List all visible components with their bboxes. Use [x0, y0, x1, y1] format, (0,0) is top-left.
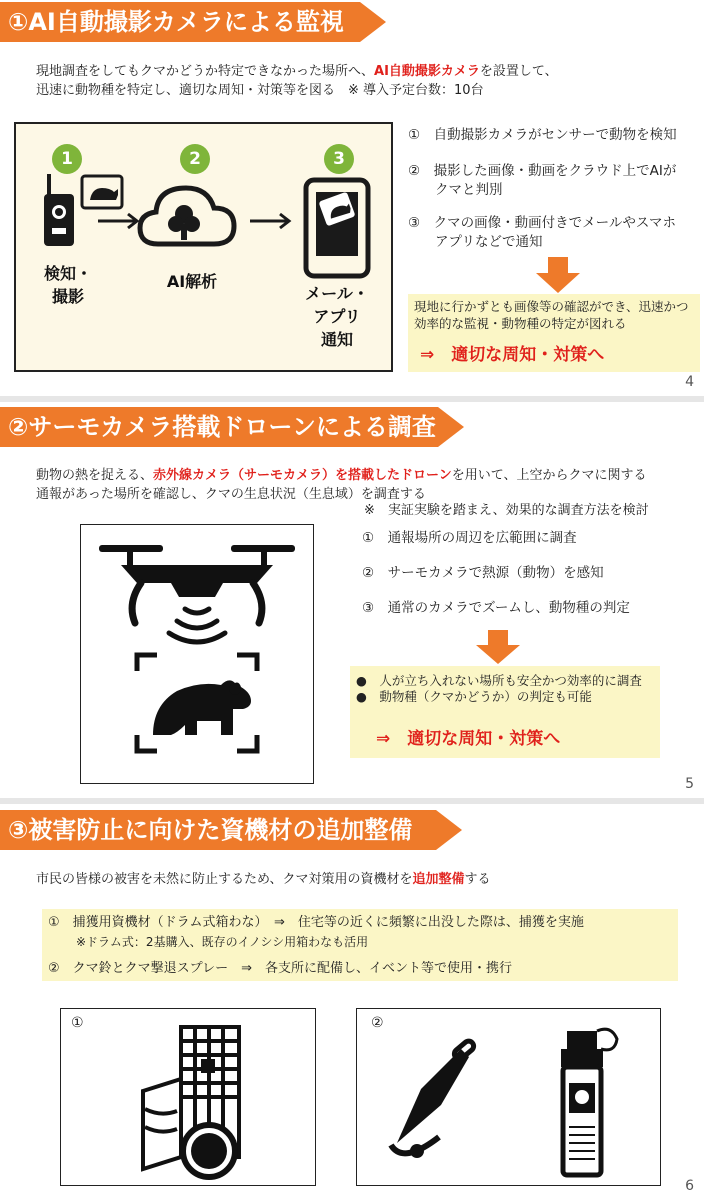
- intro-text-a: 市民の皆様の被害を未然に防止するため、クマ対策用の資機材を: [36, 872, 413, 887]
- intro-text-b: を設置して、: [479, 64, 558, 79]
- ai-camera-flow-diagram: [14, 122, 393, 372]
- intro-line-2: 通報があった場所を確認し、クマの生息状況（生息域）を調査する: [36, 487, 426, 502]
- slide-3-title: ③被害防止に向けた資機材の追加整備: [0, 810, 436, 850]
- slide-2-step-3: ③ 通常のカメラでズームし、動物種の判定: [362, 600, 630, 616]
- slide-1-step-2: ② 撮影した画像・動画をクラウド上でAIが クマと判別: [408, 163, 677, 198]
- drone-bear-icons: [81, 525, 313, 783]
- slide-1-result-box: [408, 294, 700, 372]
- intro-text-a: 現地調査をしてもクマかどうか特定できなかった場所へ、: [36, 64, 375, 79]
- slide-2-step-2: ② サーモカメラで熱源（動物）を感知: [362, 565, 604, 581]
- bell-spray-icons: [357, 1009, 660, 1185]
- intro-highlight: 追加整備: [412, 872, 465, 887]
- intro-highlight: 赤外線カメラ（サーモカメラ）を搭載したドローン: [153, 468, 452, 483]
- bell-spray-illustration: [356, 1008, 661, 1186]
- figure-1-label: ①: [71, 1015, 84, 1031]
- figure-2-label: ②: [371, 1015, 384, 1031]
- slide-2-bullet-1: ● 人が立ち入れない場所も安全かつ効率的に調査: [356, 673, 642, 688]
- page-number-6: 6: [685, 1178, 694, 1194]
- slide-2-note: ※ 実証実験を踏まえ、効果的な調査方法を検討: [364, 503, 649, 518]
- slide-2-result-box: [350, 666, 660, 758]
- slide-3-item-box-2: [42, 957, 678, 981]
- slide-3-item-1: ① 捕獲用資機材（ドラム式箱わな） ⇒ 住宅等の近くに頻繁に出没した際は、捕獲を実施: [48, 915, 584, 930]
- flow-label-ai: AI解析: [166, 272, 218, 291]
- intro-text-b: する: [464, 872, 491, 887]
- box-trap-illustration: [60, 1008, 316, 1186]
- slide-1-step-3: ③ クマの画像・動画付きでメールやスマホ アプリなどで通知: [408, 215, 677, 250]
- bear-spray-icon: [561, 1029, 617, 1175]
- slide-2: [0, 402, 704, 796]
- signal-waves-icon: [169, 609, 225, 642]
- intro-text-a: 動物の熱を捉える、: [36, 468, 154, 483]
- flow-step-3-badge: 3: [324, 144, 354, 174]
- slide-1: [0, 0, 704, 394]
- slide-2-cta: ⇒ 適切な周知・対策へ: [376, 729, 561, 749]
- slide-1-title: ①AI自動撮影カメラによる監視: [0, 2, 360, 42]
- flow-label-notify: メール・ アプリ 通知: [305, 284, 369, 349]
- slide-1-cta: ⇒ 適切な周知・対策へ: [420, 345, 605, 365]
- page-number-4: 4: [685, 374, 694, 390]
- arrow-right-icon: [98, 214, 137, 228]
- thermal-drone-illustration: [80, 524, 314, 784]
- page-number-5: 5: [685, 776, 694, 792]
- intro-text-b: を用いて、上空からクマに関する: [451, 468, 647, 483]
- slide-2-title: ②サーモカメラ搭載ドローンによる調査: [0, 407, 438, 447]
- slide-1-step-1: ① 自動撮影カメラがセンサーで動物を検知: [408, 127, 677, 143]
- slide-3-intro: [36, 870, 676, 889]
- flow-step-1-badge: 1: [52, 144, 82, 174]
- slide-3-item-2: ② クマ鈴とクマ撃退スプレー ⇒ 各支所に配備し、イベント等で使用・携行: [48, 961, 513, 976]
- flow-label-detect: 検知・ 撮影: [43, 264, 92, 306]
- bear-icon: [153, 680, 251, 735]
- intro-line-2: 迅速に動物種を特定し、適切な周知・対策等を図る ※ 導入予定台数：10台: [36, 83, 484, 98]
- drum-trap-icon: [61, 1009, 315, 1185]
- camera-trap-icon: [44, 174, 74, 246]
- bear-bell-icon: [391, 1039, 476, 1158]
- smartphone-icon: [306, 180, 368, 276]
- down-arrow-icon: [536, 257, 580, 293]
- arrow-right-icon: [250, 214, 289, 228]
- slide-1-intro: [36, 62, 676, 100]
- slide-1-result-text: 現地に行かずとも画像等の確認ができ、迅速かつ 効率的な監視・動物種の特定が図れる: [414, 299, 689, 331]
- flow-step-2-badge: 2: [180, 144, 210, 174]
- slide-2-bullet-2: ● 動物種（クマかどうか）の判定も可能: [356, 689, 592, 704]
- slide-3-item-1-note: ※ドラム式：2基購入、既存のイノシシ用箱わなも活用: [76, 935, 369, 949]
- slide-3: [0, 804, 704, 1200]
- slide-3-item-box-1: [42, 909, 678, 957]
- cloud-icon: [140, 188, 234, 244]
- slide-2-intro: [36, 466, 696, 504]
- intro-highlight: AI自動撮影カメラ: [374, 64, 480, 79]
- slide-2-step-1: ① 通報場所の周辺を広範囲に調査: [362, 530, 577, 546]
- down-arrow-icon: [476, 630, 520, 664]
- bear-photo-icon: [82, 176, 122, 208]
